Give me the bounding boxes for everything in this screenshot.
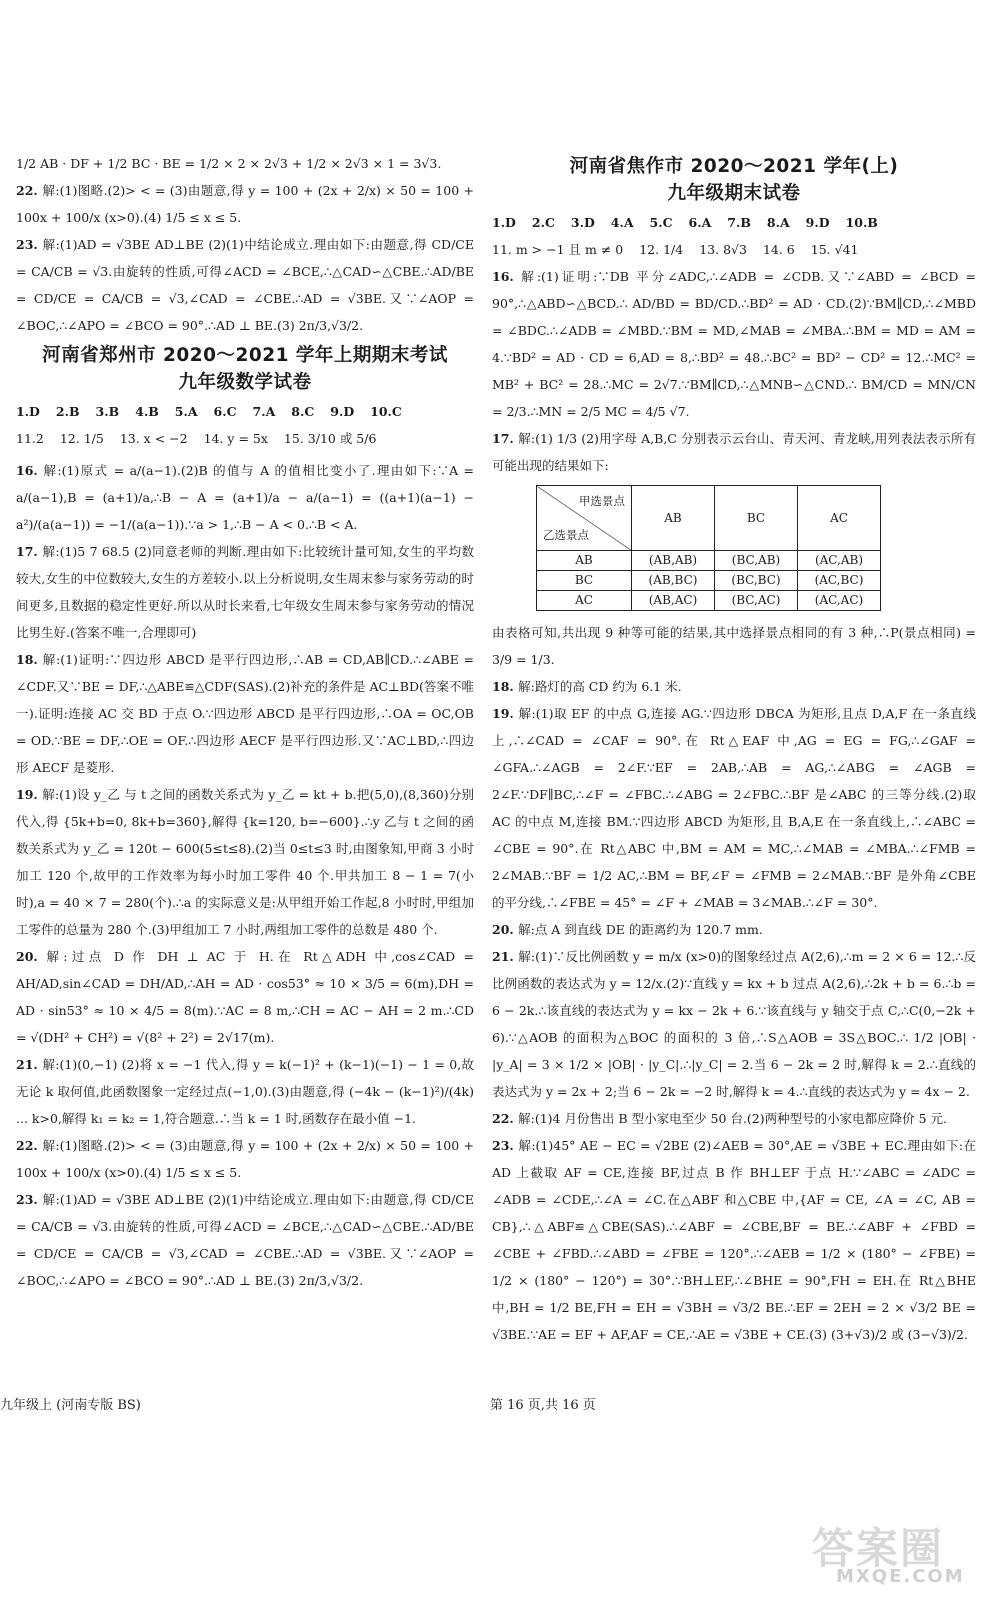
jz-fill-14: 14. 6 — [762, 242, 795, 257]
table-col-header: AC — [798, 486, 881, 551]
zz-choice-5: 5.A — [174, 404, 198, 419]
jz-choice-9: 9.D — [805, 215, 830, 230]
table-cell: (BC,BC) — [715, 571, 798, 591]
jz-choice-3: 3.D — [570, 215, 595, 230]
watermark-logo-text: 答案圈 — [812, 1524, 945, 1573]
zz-fill-11: 11.2 — [16, 431, 44, 446]
jz-question-23: 23. 解:(1)45° AE − EC = √2BE (2)∠AEB = 30°,AE = √3BE + EC.理由如下:在 AD 上截取 AF = CE,连接 BF,过点 B 作 BH⊥EF 于点 H.∵∠ABC = ∠ADC = ∠ADB = ∠CDE,∴∠A = ∠C.在△ABF 和△CBE 中,{AF = CE, ∠A = ∠C, AB = CB},∴△ABF≌△CBE(SAS).∴∠ABF = ∠CBE,BF = BE.∴∠ABF + ∠FBD = ∠CBE + ∠FBD.∴∠ABD = ∠FBE = 120°.∴∠AEB = 1/2 × (180° − ∠FBE) = 1/2 × (180° − 120°) = 30°.∵BH⊥EF,∴∠BHE = 90°,FH = EH.在 Rt△BHE 中,BH = 1/2 BE,FH = EH = √3BH = √3/2 BE.∴EF = 2EH = 2 × √3/2 BE = √3BE.∵AE = EF + AF,AF = CE,∴AE = √3BE + CE.(3) (3+√3)/2 或 (3−√3)/2. — [492, 1138, 976, 1342]
jz-question-17: 17. 解:(1) 1/3 (2)用字母 A,B,C 分别表示云台山、青天河、青龙峡,用列表法表示所有可能出现的结果如下: — [492, 431, 976, 473]
zz-choice-8: 8.C — [291, 404, 315, 419]
table-cell: (AB,AB) — [632, 551, 715, 571]
jz-choice-8: 8.A — [766, 215, 790, 230]
zz-fill-answers — [16, 425, 474, 452]
previous-answer-continuation: 1/2 AB · DF + 1/2 BC · BE = 1/2 × 2 × 2√3 + 1/2 × 2√3 × 1 = 3√3. — [16, 156, 442, 171]
table-row-header: BC — [537, 571, 632, 591]
jz-question-17-conclusion: 由表格可知,共出现 9 种等可能的结果,其中选择景点相同的有 3 种,∴P(景点相同) = 3/9 = 1/3. — [492, 625, 976, 667]
table-row — [537, 551, 881, 571]
zz-fill-12: 12. 1/5 — [59, 431, 104, 446]
jz-choice-1: 1.D — [492, 215, 516, 230]
zz-question-23: 23. 解:(1)AD = √3BE AD⊥BE (2)(1)中结论成立.理由如下:由题意,得 CD/CE = CA/CB = √3.由旋转的性质,可得∠ACD = ∠BCE,∴△CAD∽△CBE.∴AD/BE = CD/CE = CA/CB = √3,∠CAD = ∠CBE.∴AD = √3BE.又∵∠AOP = ∠BOC,∴∠APO = ∠BCO = 90°.∴AD ⊥ BE.(3) 2π/3,√3/2. — [16, 1192, 474, 1288]
jz-fill-12: 12. 1/4 — [639, 242, 684, 257]
table-cell: (BC,AB) — [715, 551, 798, 571]
jz-choice-4: 4.A — [610, 215, 634, 230]
table-row — [537, 591, 881, 611]
jz-fill-answers — [492, 236, 976, 263]
table-diagonal-header — [537, 486, 632, 551]
header-top-label: 甲选景点 — [579, 494, 625, 508]
table-cell: (AC,AB) — [798, 551, 881, 571]
watermark-url: MXQE.COM — [836, 1566, 965, 1587]
jz-question-22: 22. 解:(1)4 月份售出 B 型小家电至少 50 台.(2)两种型号的小家电都应降价 5 元. — [492, 1111, 947, 1126]
jz-question-20: 20. 解:点 A 到直线 DE 的距离约为 120.7 mm. — [492, 922, 763, 937]
table-col-header: AB — [632, 486, 715, 551]
jz-choice-10: 10.B — [845, 215, 878, 230]
zz-question-22: 22. 解:(1)图略.(2)> < = (3)由题意,得 y = 100 + (2x + 2/x) × 50 = 100 + 100x + 100/x (x>0).(4) 1/5 ≤ x ≤ 5. — [16, 1138, 474, 1180]
table-cell: (AC,BC) — [798, 571, 881, 591]
jz-fill-11: 11. m > −1 且 m ≠ 0 — [492, 242, 624, 257]
table-cell: (AC,AC) — [798, 591, 881, 611]
jz-choice-2: 2.C — [531, 215, 555, 230]
jz-choice-6: 6.A — [688, 215, 712, 230]
zz-choice-answers — [16, 398, 474, 425]
zz-question-17: 17. 解:(1)5 7 68.5 (2)同意老师的判断.理由如下:比较统计量可知,女生的平均数较大,女生的中位数较大,女生的方差较小.以上分析说明,女生周末参与家务劳动的时间更多,且数据的稳定性更好.所以从时长来看,七年级女生周末参与家务劳动的情况比男生好.(答案不唯一,合理即可) — [16, 544, 474, 640]
zz-choice-10: 10.C — [370, 404, 402, 419]
table-col-header: BC — [715, 486, 798, 551]
table-row — [537, 571, 881, 591]
zz-question-22-previous: 22. 解:(1)图略.(2)> < = (3)由题意,得 y = 100 + (2x + 2/x) × 50 = 100 + 100x + 100/x (x>0).(4) 1/5 ≤ x ≤ 5. — [16, 183, 474, 225]
table-cell: (BC,AC) — [715, 591, 798, 611]
jz-question-16: 16. 解:(1)证明:∵DB 平分∠ADC,∴∠ADB = ∠CDB.又∵∠ABD = ∠BCD = 90°,∴△ABD∽△BCD.∴ AD/BD = BD/CD.∴BD² = AD · CD.(2)∵BM∥CD,∴∠MBD = ∠BDC.∴∠ADB = ∠MBD.∵BM = MD,∠MAB = ∠MBA.∴BM = MD = AM = 4.∵BD² = AD · CD = 6,AD = 8,∴BD² = 48.∴BC² = BD² − CD² = 12.∴MC² = MB² + BC² = 28.∴MC = 2√7.∵BM∥CD,∴△MNB∽△CND.∴ BM/CD = MN/CN = 2/3.∴MN = 2/5 MC = 4/5 √7. — [492, 269, 977, 419]
page-number: 第 16 页,共 16 页 — [490, 1398, 596, 1413]
zz-question-19: 19. 解:(1)设 y_乙 与 t 之间的函数关系式为 y_乙 = kt + b.把(5,0),(8,360)分别代入,得 {5k+b=0, 8k+b=360},解得 {k=120, b=−600}.∴y 乙与 t 之间的函数关系式为 y_乙 = 120t − 600(5≤t≤8).(2)当 0≤t≤3 时,由图象知,甲商 3 小时加工 120 个,故甲的工作效率为每小时加工零件 40 个.甲共加工 8 − 1 = 7(小时),a = 40 × 7 = 280(个).∴a 的实际意义是:从甲组开始工作起,8 小时时,甲组加工零件的总量为 280 个.(3)甲组加工 7 小时,两组加工零件的总数是 480 个. — [16, 787, 474, 937]
zz-choice-7: 7.A — [252, 404, 276, 419]
zz-choice-4: 4.B — [135, 404, 159, 419]
jz-choice-answers — [492, 209, 976, 236]
jz-choice-5: 5.C — [649, 215, 673, 230]
zz-choice-2: 2.B — [55, 404, 80, 419]
jz-question-18: 18. 解:路灯的高 CD 约为 6.1 米. — [492, 679, 682, 694]
scenic-spot-table — [536, 485, 881, 611]
table-cell: (AB,AC) — [632, 591, 715, 611]
zz-question-23-previous: 23. 解:(1)AD = √3BE AD⊥BE (2)(1)中结论成立.理由如下:由题意,得 CD/CE = CA/CB = √3.由旋转的性质,可得∠ACD = ∠BCE,∴△CAD∽△CBE.∴AD/BE = CD/CE = CA/CB = √3,∠CAD = ∠CBE.∴AD = √3BE.又∵∠AOP = ∠BOC,∴∠APO = ∠BCO = 90°.∴AD ⊥ BE.(3) 2π/3,√3/2. — [16, 237, 474, 333]
jz-fill-13: 13. 8√3 — [699, 242, 747, 257]
watermark-logo — [806, 1516, 986, 1596]
jiaozuo-exam-title: 河南省焦作市 2020～2021 学年(上) 九年级期末试卷 — [569, 156, 899, 204]
right-column — [492, 150, 976, 1348]
table-cell: (AB,BC) — [632, 571, 715, 591]
zhengzhou-exam-title: 河南省郑州市 2020～2021 学年上期期末考试 九年级数学试卷 — [42, 345, 448, 393]
zz-question-21: 21. 解:(1)(0,−1) (2)将 x = −1 代入,得 y = k(−1)² + (k−1)(−1) − 1 = 0,故无论 k 取何值,此函数图象一定经过点(−1,0).(3)由题意,得 (−4k − (k−1)²)/(4k) ... k>0,解得 k₁ = k₂ = 1,符合题意.∴当 k = 1 时,函数存在最小值 −1. — [16, 1057, 474, 1126]
zz-fill-14: 14. y = 5x — [203, 431, 268, 446]
jz-choice-7: 7.B — [727, 215, 751, 230]
table-row-header: AC — [537, 591, 632, 611]
header-bottom-label: 乙选景点 — [543, 528, 589, 542]
zz-question-20: 20. 解:过点 D 作 DH ⊥ AC 于 H.在 Rt△ADH 中,cos∠CAD = AH/AD,sin∠CAD = DH/AD,∴AH = AD · cos53° ≈ 10 × 3/5 = 6(m),DH = AD · sin53° ≈ 10 × 4/5 = 8(m).∵AC = 8 m,∴CH = AC − AH = 2 m.∴CD = √(DH² + CH²) = √(8² + 2²) = 2√17(m). — [16, 949, 474, 1045]
table-row-header: AB — [537, 551, 632, 571]
edition-label: 九年级上 (河南专版 BS) — [0, 1398, 141, 1413]
zz-question-18: 18. 解:(1)证明:∵四边形 ABCD 是平行四边形,∴AB = CD,AB∥CD.∴∠ABE = ∠CDF.又∵BE = DF,∴△ABE≌△CDF(SAS).(2)补充的条件是 AC⊥BD(答案不唯一).证明:连接 AC 交 BD 于点 O.∵四边形 ABCD 是平行四边形,∴OA = OC,OB = OD.∵BE = DF,∴OE = OF.∴四边形 AECF 是平行四边形.又∵AC⊥BD,∴四边形 AECF 是菱形. — [16, 652, 474, 775]
jz-fill-15: 15. √41 — [810, 242, 859, 257]
zz-choice-6: 6.C — [213, 404, 237, 419]
zz-choice-3: 3.B — [95, 404, 120, 419]
zz-fill-13: 13. x < −2 — [119, 431, 188, 446]
zz-fill-15: 15. 3/10 或 5/6 — [283, 431, 377, 446]
zz-question-16: 16. 解:(1)原式 = a/(a−1).(2)B 的值与 A 的值相比变小了.理由如下:∵A = a/(a−1),B = (a+1)/a,∴B − A = (a+1)/a − a/(a−1) = ((a+1)(a−1) − a²)/(a(a−1)) = −1/(a(a−1)).∵a > 1,∴B − A < 0.∴B < A. — [16, 463, 474, 532]
zz-choice-1: 1.D — [16, 404, 40, 419]
zz-choice-9: 9.D — [330, 404, 355, 419]
jz-question-21: 21. 解:(1)∵反比例函数 y = m/x (x>0)的图象经过点 A(2,6),∴m = 2 × 6 = 12.∴反比例函数的表达式为 y = 12/x.(2)∵直线 y = kx + b 过点 A(2,6),∴2k + b = 6.∴b = 6 − 2k.∴该直线的表达式为 y = kx − 2k + 6.∵该直线与 y 轴交于点 C,∴C(0,−2k + 6).∵△AOB 的面积为△BOC 的面积的 3 倍,∴S△AOB = 3S△BOC.∴ 1/2 |OB| · |y_A| = 3 × 1/2 × |OB| · |y_C|.∴|y_C| = 2.当 6 − 2k = 2 时,解得 k = 2.∴直线的表达式为 y = 2x + 2;当 6 − 2k = −2 时,解得 k = 4.∴直线的表达式为 y = 4x − 2. — [492, 949, 976, 1099]
left-column — [16, 150, 474, 1294]
jz-question-19: 19. 解:(1)取 EF 的中点 G,连接 AG.∵四边形 DBCA 为矩形,且点 D,A,F 在一条直线上,∴∠CAD = ∠CAF = 90°.在 Rt△EAF 中,AG = EG = FG,∴∠GAF = ∠GFA.∴∠AGB = 2∠F.∵EF = 2AB,∴AB = AG,∴∠ABG = ∠AGB = 2∠F.∵DF∥BC,∴∠F = ∠FBC.∴∠ABG = 2∠FBC.∴BF 是∠ABC 的三等分线.(2)取 AC 的中点 M,连接 BM.∵四边形 ABCD 为矩形,且 B,A,E 在一条直线上,∴∠ABC = ∠CBE = 90°.在 Rt△ABC 中,BM = AM = MC,∴∠MAB = ∠MBA.∴∠FMB = 2∠MAB.∵BF = 1/2 AC,∴BM = BF,∠F = ∠FMB = 2∠MAB.∵BF 是外角∠CBE 的平分线,∴∠FBE = 45° = ∠F + ∠MAB = 3∠MAB.∴∠F = 30°. — [492, 706, 976, 910]
